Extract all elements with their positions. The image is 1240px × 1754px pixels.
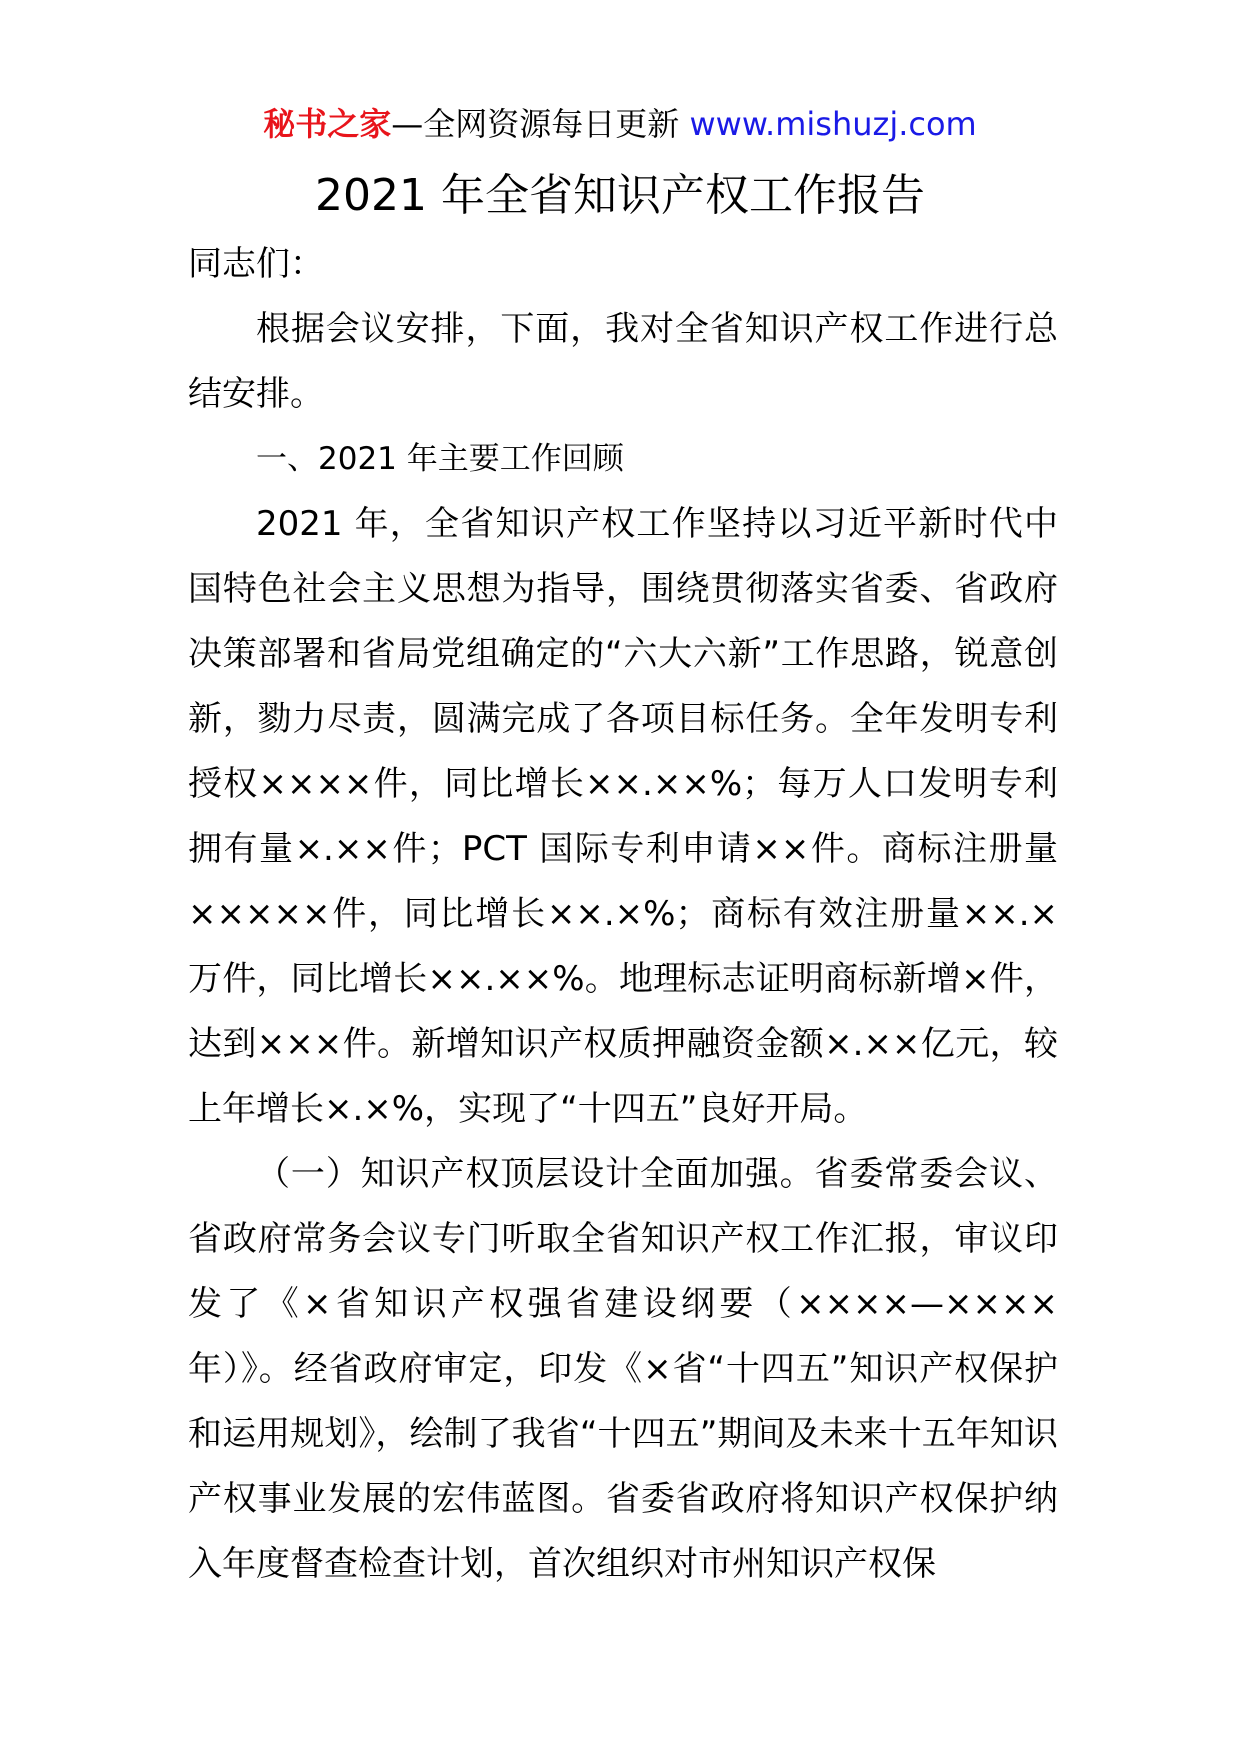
document-body	[188, 232, 1058, 1597]
paragraph-intro: 根据会议安排，下面，我对全省知识产权工作进行总结安排。	[188, 309, 1058, 414]
document-title: 2021 年全省知识产权工作报告	[315, 170, 925, 221]
header-tagline: —全网资源每日更新	[391, 105, 680, 143]
section-heading: 一、2021 年主要工作回顾	[256, 441, 624, 477]
site-header	[0, 100, 1240, 148]
brand-name: 秘书之家	[263, 105, 392, 143]
site-url-link[interactable]: www.mishuzj.com	[689, 105, 977, 143]
paragraph-top-design: （一）知识产权顶层设计全面加强。省委常委会议、省政府常务会议专门听取全省知识产权工作汇报，审议印发了《×省知识产权强省建设纲要（××××—××××年）》。经省政府审定，印发《×省“十四五”知识产权保护和运用规划》，绘制了我省“十四五”期间及未来十五年知识产权事业发展的宏伟蓝图。省委省政府将知识产权保护纳入年度督查检查计划，首次组织对市州知识产权保	[188, 1154, 1058, 1584]
salutation: 同志们：	[188, 244, 324, 284]
paragraph-review: 2021 年，全省知识产权工作坚持以习近平新时代中国特色社会主义思想为指导，围绕贯彻落实省委、省政府决策部署和省局党组确定的“六大六新”工作思路，锐意创新，勠力尽责，圆满完成了各项目标任务。全年发明专利授权××××件，同比增长××.××%；每万人口发明专利拥有量×.××件；PCT 国际专利申请××件。商标注册量×××××件，同比增长××.×%；商标有效注册量××.×万件，同比增长××.××%。地理标志证明商标新增×件，达到×××件。新增知识产权质押融资金额×.××亿元，较上年增长×.×%，实现了“十四五”良好开局。	[188, 504, 1058, 1129]
